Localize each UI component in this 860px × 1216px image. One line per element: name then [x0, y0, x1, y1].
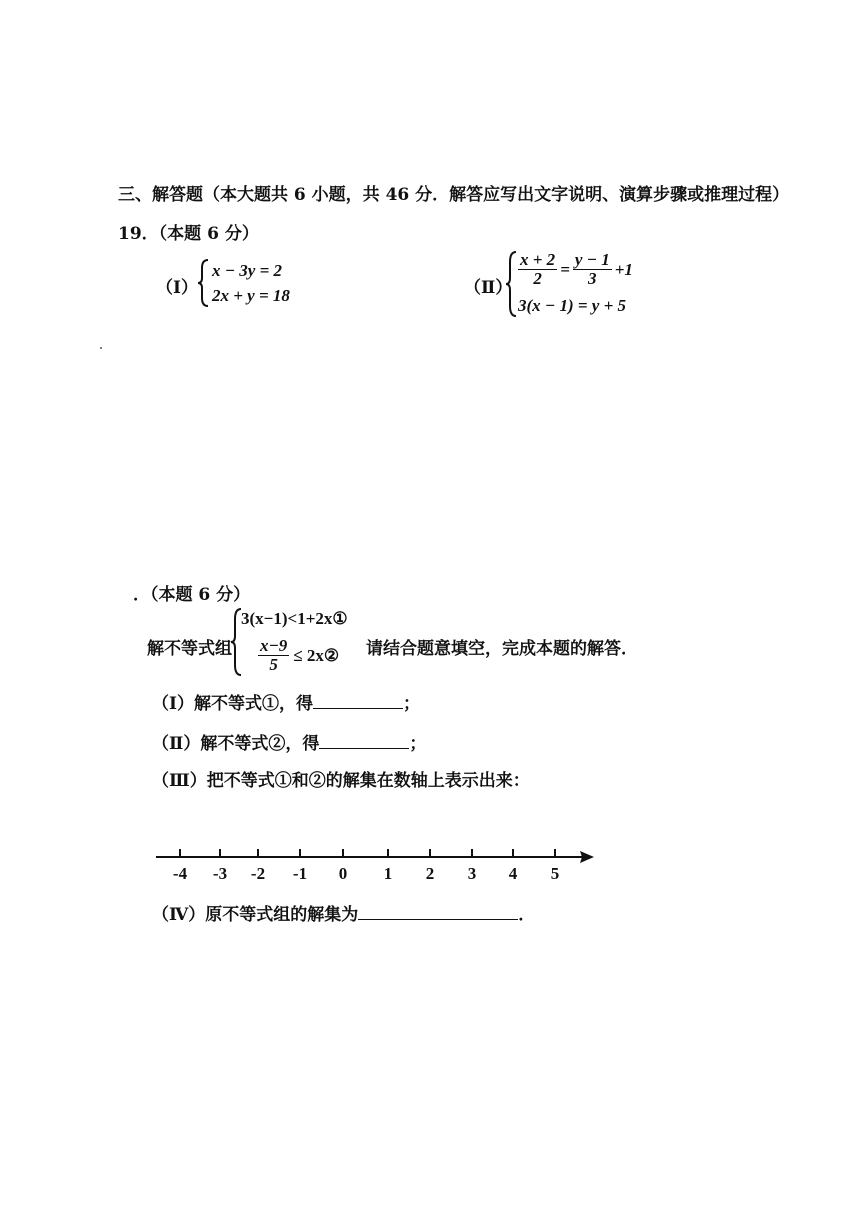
q19-part1-eq2: 2x + y = 18 [212, 286, 290, 305]
fraction [573, 251, 612, 288]
q20-inequality-2 [258, 637, 339, 674]
question-20-number: ．（本题 6 分） [133, 585, 251, 605]
fraction-denominator: 2 [533, 269, 542, 288]
q19-part1-label: （Ⅰ） [156, 278, 198, 298]
number-line-label: 4 [508, 864, 518, 883]
q20-part1 [152, 689, 420, 714]
number-line-label: 3 [467, 864, 477, 883]
number-line-label: 5 [550, 864, 560, 883]
scan-speck [100, 347, 102, 349]
number-line-label: -1 [292, 864, 308, 883]
section-heading: 三、解答题（本大题共 6 小题，共 46 分．解答应写出文字说明、演算步骤或推理过程） [118, 185, 790, 205]
number-line-label: -2 [250, 864, 266, 883]
q19-part2-eq2: 3(x − 1) = y + 5 [518, 296, 627, 315]
arrow-right-icon [580, 851, 594, 863]
fraction-denominator: 5 [269, 655, 278, 674]
number-line [150, 845, 600, 885]
answer-blank[interactable] [313, 708, 403, 709]
q19-part2-eq1 [518, 251, 633, 288]
q20-part1-text: （Ⅰ）解不等式①，得 [152, 694, 313, 714]
fraction [518, 251, 557, 288]
q20-part2-text: （Ⅱ）解不等式②，得 [152, 734, 320, 754]
q20-part2 [152, 729, 426, 754]
equation-tail: +1 [614, 259, 633, 279]
fraction [258, 637, 289, 674]
left-brace-icon [504, 250, 518, 318]
number-line-label: -4 [172, 864, 188, 883]
question-19-number: 19．（本题 6 分） [118, 224, 259, 244]
q20-instruction: 请结合题意填空，完成本题的解答． [366, 639, 638, 659]
number-line-label: 1 [383, 864, 393, 883]
q20-part4 [152, 900, 535, 925]
q20-part4-end: ． [518, 905, 536, 925]
answer-blank[interactable] [358, 919, 518, 920]
fraction-denominator: 3 [588, 269, 597, 288]
answer-blank[interactable] [319, 748, 409, 749]
fraction-numerator: y − 1 [574, 250, 610, 269]
equals-sign: = [560, 259, 570, 279]
q20-inequality-1: 3(x−1)<1+2x① [241, 609, 348, 628]
q20-part4-text: （Ⅳ）原不等式组的解集为 [152, 905, 359, 925]
inequality-tail: ≤ 2x② [293, 645, 340, 665]
q20-intro: 解不等式组 [147, 639, 232, 659]
q19-part1-eq1: x − 3y = 2 [212, 261, 283, 280]
q20-part2-end: ； [409, 734, 427, 754]
number-line-label: -3 [212, 864, 228, 883]
q20-part1-end: ； [402, 694, 420, 714]
q20-part3: （Ⅲ）把不等式①和②的解集在数轴上表示出来： [152, 771, 530, 791]
left-brace-icon [196, 258, 210, 308]
q19-part2-label: （Ⅱ） [464, 278, 513, 298]
fraction-numerator: x + 2 [520, 250, 556, 269]
fraction-numerator: x−9 [260, 636, 288, 655]
number-line-label: 0 [338, 864, 348, 883]
number-line-label: 2 [425, 864, 435, 883]
